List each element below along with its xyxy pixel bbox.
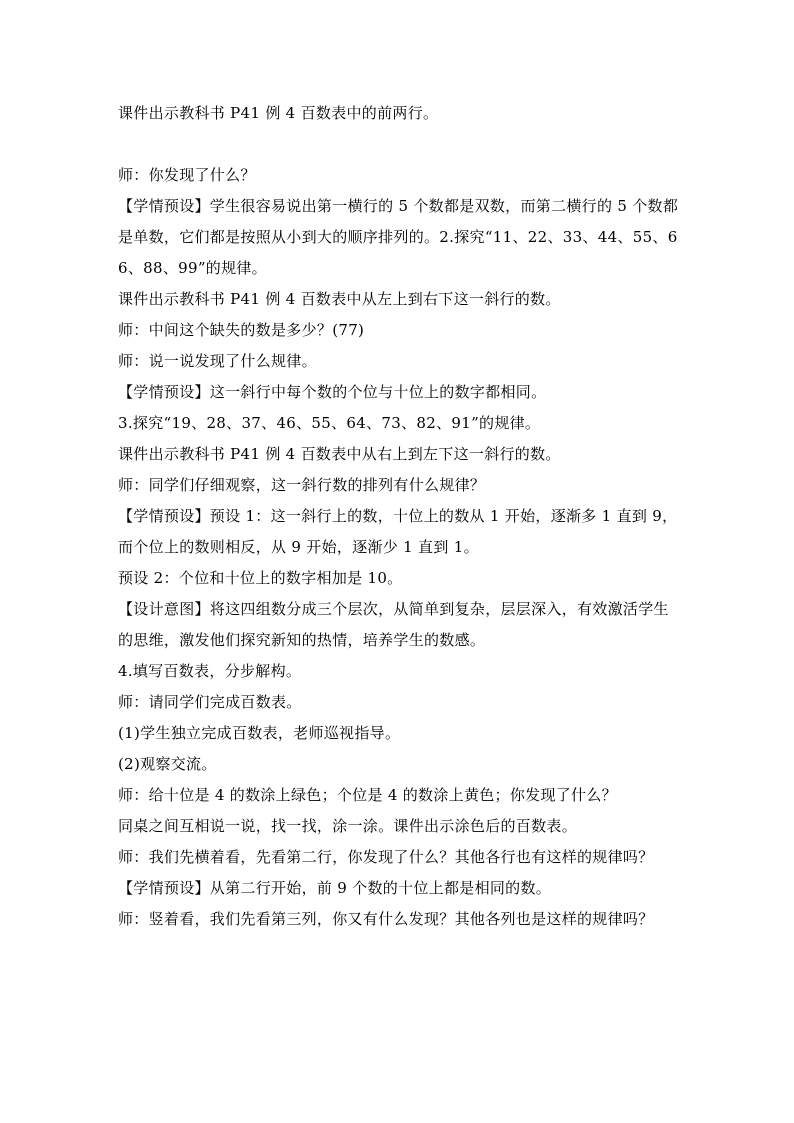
paragraph-teacher-horizontal: 师：我们先横着看，先看第二行，你发现了什么？其他各行也有这样的规律吗？ <box>118 848 654 866</box>
paragraph-teacher-question-1: 师：你发现了什么？ <box>118 166 256 184</box>
paragraph-courseware-diagonal-2: 课件出示教科书 P41 例 4 百数表中从右上到左下这一斜行的数。 <box>118 445 561 463</box>
paragraph-student-preset-1: 【学情预设】学生很容易说出第一横行的 5 个数都是双数，而第二横行的 5 个数都是单数，它们都是按照从小到大的顺序排列的。2.探究“11、22、33、44、55、66、88、99”的规律。 <box>118 197 679 277</box>
paragraph-student-preset-4: 【学情预设】从第二行开始，前 9 个数的十位上都是相同的数。 <box>118 879 552 897</box>
paragraph-observe-communicate: (2)观察交流。 <box>118 755 217 773</box>
paragraph-student-preset-3: 【学情预设】预设 1：这一斜行上的数，十位上的数从 1 开始，逐渐多 1 直到 9，而个位上的数则相反，从 9 开始，逐渐少 1 直到 1。 <box>118 507 678 556</box>
paragraph-teacher-vertical: 师：竖着看，我们先看第三列，你又有什么发现？其他各列也是这样的规律吗？ <box>118 910 654 928</box>
paragraph-courseware-first-two-rows: 课件出示教科书 P41 例 4 百数表中的前两行。 <box>118 104 439 122</box>
paragraph-spacer <box>118 129 680 160</box>
paragraph-teacher-observe: 师：同学们仔细观察，这一斜行数的排列有什么规律？ <box>118 476 486 494</box>
paragraph-deskmate-discussion: 同桌之间互相说一说，找一找，涂一涂。课件出示涂色后的百数表。 <box>118 817 578 835</box>
paragraph-teacher-complete-table: 师：请同学们完成百数表。 <box>118 693 302 711</box>
paragraph-courseware-diagonal-1: 课件出示教科书 P41 例 4 百数表中从左上到右下这一斜行的数。 <box>118 290 561 308</box>
paragraph-teacher-missing-number: 师：中间这个缺失的数是多少？(77) <box>118 321 365 339</box>
paragraph-independent-work: (1)学生独立完成百数表，老师巡视指导。 <box>118 724 401 742</box>
paragraph-step-4: 4.填写百数表，分步解构。 <box>118 662 302 680</box>
paragraph-design-intent: 【设计意图】将这四组数分成三个层次，从简单到复杂，层层深入，有效激活学生的思维，激发他们探究新知的热情，培养学生的数感。 <box>118 600 669 649</box>
paragraph-teacher-color-instruction: 师：给十位是 4 的数涂上绿色；个位是 4 的数涂上黄色；你发现了什么？ <box>118 786 617 804</box>
document-body <box>118 98 680 935</box>
paragraph-preset-2: 预设 2：个位和十位上的数字相加是 10。 <box>118 569 403 587</box>
paragraph-explore-3: 3.探究“19、28、37、46、55、64、73、82、91”的规律。 <box>118 414 541 432</box>
paragraph-student-preset-2: 【学情预设】这一斜行中每个数的个位与十位上的数字都相同。 <box>118 383 547 401</box>
paragraph-teacher-rule: 师：说一说发现了什么规律。 <box>118 352 317 370</box>
